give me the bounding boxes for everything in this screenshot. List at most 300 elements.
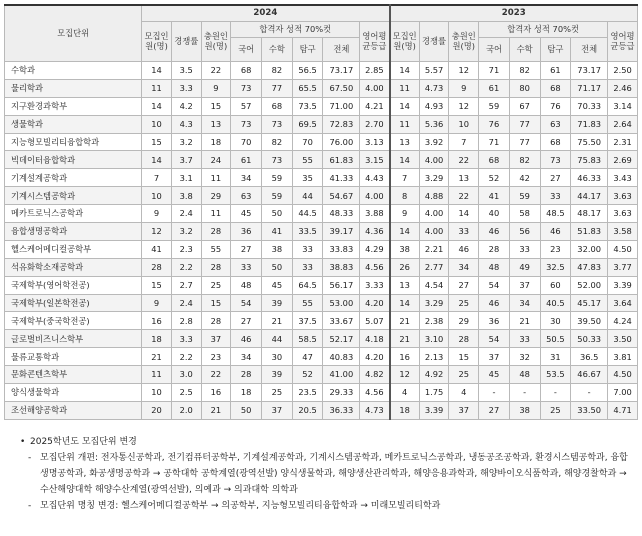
- cell-2024-competition: 3.2: [171, 223, 201, 241]
- note-item-reorganization: [20, 450, 634, 498]
- cell-2024-total: 56.17: [323, 276, 360, 294]
- cell-2023-korean: 76: [479, 115, 510, 133]
- cell-2023-competition: 3.92: [419, 133, 449, 151]
- cell-2023-explore: 25: [540, 401, 571, 419]
- cell-2023-filled: 22: [449, 187, 479, 205]
- cell-2023-competition: 4.92: [419, 366, 449, 384]
- cell-2023-korean: 59: [479, 97, 510, 115]
- cell-2023-explore: 46: [540, 223, 571, 241]
- cell-unit: 석유화학소재공학과: [5, 258, 142, 276]
- cell-2023-explore: 73: [540, 151, 571, 169]
- cell-2024-competition: 2.7: [171, 276, 201, 294]
- cell-2023-total: 48.17: [571, 205, 608, 223]
- table-row: [5, 97, 638, 115]
- table-row: [5, 348, 638, 366]
- cell-2024-korean: 33: [231, 258, 262, 276]
- cell-2024-total: 76.00: [323, 133, 360, 151]
- header-explore-2024: 탐구: [292, 38, 323, 62]
- cell-2023-filled: 34: [449, 258, 479, 276]
- cell-2024-english: 2.70: [360, 115, 390, 133]
- cell-2023-recruit: 13: [390, 133, 420, 151]
- admission-results-table-container: [4, 4, 638, 420]
- cell-2024-total: 33.67: [323, 312, 360, 330]
- cell-2023-korean: 61: [479, 79, 510, 97]
- cell-2023-explore: 63: [540, 115, 571, 133]
- cell-2023-korean: 28: [479, 240, 510, 258]
- cell-2023-filled: 22: [449, 151, 479, 169]
- cell-2024-english: 4.73: [360, 401, 390, 419]
- cell-2024-explore: 23.5: [292, 384, 323, 402]
- cell-2023-korean: 52: [479, 169, 510, 187]
- cell-2024-english: 4.18: [360, 330, 390, 348]
- cell-2024-explore: 44.5: [292, 205, 323, 223]
- cell-2023-competition: 2.13: [419, 348, 449, 366]
- cell-2024-math: 21: [262, 312, 293, 330]
- cell-2023-english: 7.00: [608, 384, 638, 402]
- cell-2023-filled: 27: [449, 276, 479, 294]
- cell-2023-math: 58: [509, 205, 540, 223]
- cell-2023-competition: 2.21: [419, 240, 449, 258]
- cell-2023-explore: 50.5: [540, 330, 571, 348]
- cell-2023-math: 77: [509, 115, 540, 133]
- cell-2024-total: 73.17: [323, 62, 360, 80]
- cell-unit: 글로벌비즈니스학부: [5, 330, 142, 348]
- cell-2024-explore: 56.5: [292, 62, 323, 80]
- cell-2023-math: 49: [509, 258, 540, 276]
- cell-2023-filled: 33: [449, 223, 479, 241]
- cell-2023-explore: 27: [540, 169, 571, 187]
- cell-2023-recruit: 14: [390, 223, 420, 241]
- cell-2023-competition: 3.10: [419, 330, 449, 348]
- cell-2023-explore: 61: [540, 62, 571, 80]
- cell-2024-english: 4.00: [360, 79, 390, 97]
- cell-2023-english: 2.31: [608, 133, 638, 151]
- cell-2024-explore: 20.5: [292, 401, 323, 419]
- table-row: [5, 276, 638, 294]
- cell-2024-filled: 15: [201, 97, 231, 115]
- cell-2023-total: 50.33: [571, 330, 608, 348]
- header-year-2023: 2023: [390, 5, 638, 22]
- cell-2024-math: 45: [262, 276, 293, 294]
- cell-2024-english: 4.82: [360, 366, 390, 384]
- cell-2024-competition: 3.5: [171, 62, 201, 80]
- cell-2023-explore: 76: [540, 97, 571, 115]
- header-total-2024: 전체: [323, 38, 360, 62]
- table-body: [5, 62, 638, 420]
- cell-2024-korean: 57: [231, 97, 262, 115]
- note-heading: [20, 434, 634, 450]
- cell-2024-math: 82: [262, 62, 293, 80]
- cell-2024-total: 54.67: [323, 187, 360, 205]
- header-english-2023: 영어평균등급: [608, 22, 638, 62]
- cell-2024-filled: 21: [201, 401, 231, 419]
- cell-2024-english: 4.20: [360, 294, 390, 312]
- cell-2024-korean: 48: [231, 276, 262, 294]
- cell-2024-total: 29.33: [323, 384, 360, 402]
- cell-2024-korean: 27: [231, 240, 262, 258]
- cell-2024-math: 41: [262, 223, 293, 241]
- cell-unit: 수학과: [5, 62, 142, 80]
- cell-2024-filled: 13: [201, 115, 231, 133]
- cell-2023-filled: 14: [449, 205, 479, 223]
- cell-2023-korean: 46: [479, 294, 510, 312]
- cell-2023-recruit: 21: [390, 330, 420, 348]
- cell-2023-english: 3.63: [608, 205, 638, 223]
- admission-results-table: [4, 4, 638, 420]
- cell-2023-filled: 9: [449, 79, 479, 97]
- cell-2024-competition: 2.3: [171, 240, 201, 258]
- cell-2023-filled: 37: [449, 401, 479, 419]
- cell-unit: 지구환경과학부: [5, 97, 142, 115]
- cell-2024-recruit: 10: [142, 384, 172, 402]
- table-row: [5, 205, 638, 223]
- cell-2024-explore: 70: [292, 133, 323, 151]
- cell-unit: 생물학과: [5, 115, 142, 133]
- cell-2024-competition: 2.4: [171, 294, 201, 312]
- cell-2024-total: 53.00: [323, 294, 360, 312]
- cell-2024-recruit: 12: [142, 223, 172, 241]
- cell-2024-competition: 3.1: [171, 169, 201, 187]
- cell-2023-korean: 45: [479, 366, 510, 384]
- cell-2024-recruit: 11: [142, 366, 172, 384]
- cell-2023-korean: 68: [479, 151, 510, 169]
- cell-2023-korean: -: [479, 384, 510, 402]
- cell-2023-recruit: 14: [390, 97, 420, 115]
- cell-2024-korean: 28: [231, 366, 262, 384]
- cell-2023-competition: 5.57: [419, 62, 449, 80]
- cell-2023-recruit: 13: [390, 276, 420, 294]
- header-unit: 모집단위: [5, 5, 142, 62]
- cell-2024-recruit: 11: [142, 79, 172, 97]
- cell-2024-competition: 2.0: [171, 401, 201, 419]
- cell-2024-english: 4.21: [360, 97, 390, 115]
- cell-2024-korean: 27: [231, 312, 262, 330]
- cell-2023-competition: 4.73: [419, 79, 449, 97]
- cell-2023-math: 77: [509, 133, 540, 151]
- cell-2023-english: 4.71: [608, 401, 638, 419]
- cell-2023-filled: 12: [449, 62, 479, 80]
- cell-2024-filled: 28: [201, 258, 231, 276]
- cell-2023-english: 4.50: [608, 240, 638, 258]
- cell-unit: 조선해양공학과: [5, 401, 142, 419]
- cell-2023-math: 56: [509, 223, 540, 241]
- cell-2023-filled: 28: [449, 330, 479, 348]
- cell-2023-recruit: 11: [390, 79, 420, 97]
- notes-section: [20, 434, 634, 514]
- cell-2024-total: 40.83: [323, 348, 360, 366]
- cell-2023-recruit: 14: [390, 294, 420, 312]
- cell-2024-competition: 4.2: [171, 97, 201, 115]
- cell-2024-filled: 11: [201, 205, 231, 223]
- cell-2024-filled: 25: [201, 276, 231, 294]
- cell-2023-explore: 31: [540, 348, 571, 366]
- cell-2023-competition: 2.38: [419, 312, 449, 330]
- cell-2023-explore: 40.5: [540, 294, 571, 312]
- cell-2024-filled: 9: [201, 79, 231, 97]
- cell-2023-english: 4.24: [608, 312, 638, 330]
- cell-2023-total: 46.33: [571, 169, 608, 187]
- cell-2024-filled: 29: [201, 187, 231, 205]
- cell-2023-recruit: 16: [390, 348, 420, 366]
- cell-2024-total: 41.00: [323, 366, 360, 384]
- cell-2023-competition: 1.75: [419, 384, 449, 402]
- cell-2024-explore: 37.5: [292, 312, 323, 330]
- table-row: [5, 294, 638, 312]
- cell-2023-recruit: 9: [390, 205, 420, 223]
- cell-2023-filled: 25: [449, 294, 479, 312]
- cell-2023-filled: 15: [449, 348, 479, 366]
- cell-2023-korean: 71: [479, 133, 510, 151]
- cell-2023-recruit: 26: [390, 258, 420, 276]
- note-item-text: 모집단위 개편: 전자통신공학과, 전기컴퓨터공학부, 기계설계공학과, 기계시스템공학과, 메카트로닉스공학과, 냉동공조공학과, 환경시스템공학과, 융합생명공학과, 화공생명공학과 → 공학대학 공학계열(광역선발) 양식생물학과, 해양생산관리학과, 해양응용과학과, 해양바이오식품학과, 해양경찰학과 → 수산해양대학 해양수산계열(광역선발), 의예과 → 의과대학 의학과: [40, 453, 628, 495]
- cell-2024-recruit: 16: [142, 312, 172, 330]
- cell-2023-explore: 23: [540, 240, 571, 258]
- cell-2024-korean: 73: [231, 115, 262, 133]
- cell-2023-math: 33: [509, 240, 540, 258]
- cell-2024-english: 4.43: [360, 169, 390, 187]
- cell-2024-explore: 33.5: [292, 223, 323, 241]
- cell-2024-korean: 70: [231, 133, 262, 151]
- table-row: [5, 133, 638, 151]
- cell-2024-math: 59: [262, 187, 293, 205]
- cell-2024-competition: 2.2: [171, 258, 201, 276]
- cell-2023-korean: 71: [479, 62, 510, 80]
- cell-2023-competition: 4.00: [419, 223, 449, 241]
- cell-2023-total: 36.5: [571, 348, 608, 366]
- cell-unit: 헬스케어메디컬공학부: [5, 240, 142, 258]
- cell-2024-recruit: 28: [142, 258, 172, 276]
- cell-2024-competition: 2.2: [171, 348, 201, 366]
- cell-2023-recruit: 11: [390, 115, 420, 133]
- cell-2023-math: 32: [509, 348, 540, 366]
- cell-2024-filled: 28: [201, 223, 231, 241]
- cell-unit: 메카트로닉스공학과: [5, 205, 142, 223]
- cell-2024-explore: 58.5: [292, 330, 323, 348]
- cell-2024-competition: 3.2: [171, 133, 201, 151]
- cell-2024-english: 3.33: [360, 276, 390, 294]
- header-explore-2023: 탐구: [540, 38, 571, 62]
- table-row: [5, 312, 638, 330]
- cell-2024-math: 68: [262, 97, 293, 115]
- cell-2024-explore: 33: [292, 240, 323, 258]
- cell-2023-english: 3.81: [608, 348, 638, 366]
- header-competition-2024: 경쟁률: [171, 22, 201, 62]
- cell-2023-total: 70.33: [571, 97, 608, 115]
- cell-2024-total: 72.83: [323, 115, 360, 133]
- cell-2024-recruit: 9: [142, 294, 172, 312]
- cell-2023-total: 51.83: [571, 223, 608, 241]
- cell-2024-math: 50: [262, 205, 293, 223]
- cell-2024-recruit: 7: [142, 169, 172, 187]
- cell-2024-recruit: 9: [142, 205, 172, 223]
- cell-2023-total: 71.17: [571, 79, 608, 97]
- cell-2023-math: 59: [509, 187, 540, 205]
- table-row: [5, 258, 638, 276]
- cell-2024-recruit: 14: [142, 151, 172, 169]
- cell-2023-math: 82: [509, 151, 540, 169]
- dash-icon: -: [28, 453, 32, 463]
- cell-2023-total: 45.17: [571, 294, 608, 312]
- cell-2023-total: 75.83: [571, 151, 608, 169]
- cell-2024-english: 2.85: [360, 62, 390, 80]
- header-recruit-2024: 모집인원(명): [142, 22, 172, 62]
- cell-2023-competition: 4.88: [419, 187, 449, 205]
- cell-2023-filled: 13: [449, 169, 479, 187]
- cell-2024-explore: 64.5: [292, 276, 323, 294]
- cell-2023-total: 44.17: [571, 187, 608, 205]
- cell-unit: 문화콘텐츠학부: [5, 366, 142, 384]
- cell-2023-korean: 46: [479, 223, 510, 241]
- cell-2024-korean: 18: [231, 384, 262, 402]
- cell-2024-recruit: 21: [142, 348, 172, 366]
- header-english-2024: 영어평균등급: [360, 22, 390, 62]
- cell-2024-english: 4.29: [360, 240, 390, 258]
- cell-2023-filled: 7: [449, 133, 479, 151]
- cell-2023-filled: 29: [449, 312, 479, 330]
- cell-2023-explore: 68: [540, 133, 571, 151]
- cell-2024-competition: 4.3: [171, 115, 201, 133]
- cell-2023-math: 38: [509, 401, 540, 419]
- table-row: [5, 384, 638, 402]
- dash-icon: -: [28, 501, 32, 511]
- cell-2023-filled: 12: [449, 97, 479, 115]
- cell-2023-english: 2.50: [608, 62, 638, 80]
- cell-2024-math: 39: [262, 294, 293, 312]
- cell-2023-english: 3.43: [608, 169, 638, 187]
- cell-2023-explore: 32.5: [540, 258, 571, 276]
- cell-2024-competition: 3.0: [171, 366, 201, 384]
- cell-2023-math: 82: [509, 62, 540, 80]
- cell-2023-math: -: [509, 384, 540, 402]
- cell-2023-total: 32.00: [571, 240, 608, 258]
- cell-2023-explore: 33: [540, 187, 571, 205]
- cell-2024-total: 36.33: [323, 401, 360, 419]
- table-row: [5, 223, 638, 241]
- table-row: [5, 115, 638, 133]
- cell-2024-competition: 2.8: [171, 312, 201, 330]
- cell-2023-competition: 4.54: [419, 276, 449, 294]
- cell-2024-filled: 16: [201, 384, 231, 402]
- table-row: [5, 187, 638, 205]
- header-filled-2023: 충원인원(명): [449, 22, 479, 62]
- cell-2023-filled: 10: [449, 115, 479, 133]
- cell-2024-recruit: 10: [142, 115, 172, 133]
- header-competition-2023: 경쟁률: [419, 22, 449, 62]
- cell-2024-explore: 47: [292, 348, 323, 366]
- cell-2024-korean: 73: [231, 79, 262, 97]
- cell-2023-korean: 54: [479, 276, 510, 294]
- cell-2024-filled: 22: [201, 366, 231, 384]
- cell-2023-total: -: [571, 384, 608, 402]
- cell-2024-filled: 22: [201, 62, 231, 80]
- cell-2024-filled: 23: [201, 348, 231, 366]
- cell-2023-math: 37: [509, 276, 540, 294]
- cell-2023-total: 52.00: [571, 276, 608, 294]
- cell-2023-math: 42: [509, 169, 540, 187]
- cell-2024-math: 37: [262, 401, 293, 419]
- cell-2023-competition: 3.39: [419, 401, 449, 419]
- table-row: [5, 401, 638, 419]
- cell-2024-english: 4.00: [360, 187, 390, 205]
- table-row: [5, 169, 638, 187]
- cell-2024-english: 4.36: [360, 223, 390, 241]
- cell-2024-math: 25: [262, 384, 293, 402]
- cell-2023-korean: 40: [479, 205, 510, 223]
- header-total-2023: 전체: [571, 38, 608, 62]
- cell-2024-recruit: 18: [142, 330, 172, 348]
- cell-2024-korean: 34: [231, 169, 262, 187]
- cell-2024-korean: 36: [231, 223, 262, 241]
- cell-2023-explore: 48.5: [540, 205, 571, 223]
- cell-2023-korean: 36: [479, 312, 510, 330]
- cell-2023-recruit: 18: [390, 401, 420, 419]
- header-recruit-2023: 모집인원(명): [390, 22, 420, 62]
- cell-2023-math: 80: [509, 79, 540, 97]
- cell-2024-filled: 28: [201, 312, 231, 330]
- cell-2024-recruit: 20: [142, 401, 172, 419]
- cell-2023-recruit: 4: [390, 384, 420, 402]
- cell-2024-math: 39: [262, 366, 293, 384]
- cell-2023-recruit: 12: [390, 366, 420, 384]
- cell-unit: 지능형모빌리티융합학과: [5, 133, 142, 151]
- cell-2023-competition: 3.29: [419, 294, 449, 312]
- cell-2024-math: 44: [262, 330, 293, 348]
- cell-2023-explore: 53.5: [540, 366, 571, 384]
- cell-2023-total: 39.50: [571, 312, 608, 330]
- header-filled-2024: 충원인원(명): [201, 22, 231, 62]
- cell-2023-english: 3.64: [608, 294, 638, 312]
- cell-2023-total: 47.83: [571, 258, 608, 276]
- cell-2024-competition: 2.4: [171, 205, 201, 223]
- cell-2024-recruit: 10: [142, 187, 172, 205]
- cell-2024-filled: 11: [201, 169, 231, 187]
- cell-2023-total: 73.17: [571, 62, 608, 80]
- cell-2023-total: 71.83: [571, 115, 608, 133]
- cell-2023-recruit: 14: [390, 62, 420, 80]
- cell-unit: 물류교통학과: [5, 348, 142, 366]
- header-korean-2023: 국어: [479, 38, 510, 62]
- cell-2024-explore: 55: [292, 294, 323, 312]
- cell-2024-english: 3.15: [360, 151, 390, 169]
- cell-2023-competition: 2.77: [419, 258, 449, 276]
- cell-2024-explore: 69.5: [292, 115, 323, 133]
- cell-2023-competition: 4.93: [419, 97, 449, 115]
- cell-2024-recruit: 14: [142, 62, 172, 80]
- cell-2024-korean: 34: [231, 348, 262, 366]
- cell-2024-filled: 37: [201, 330, 231, 348]
- table-row: [5, 62, 638, 80]
- header-cutoff-2024: 합격자 성적 70%컷: [231, 22, 360, 38]
- cell-2023-korean: 54: [479, 330, 510, 348]
- cell-2024-english: 4.56: [360, 384, 390, 402]
- cell-2023-korean: 37: [479, 348, 510, 366]
- table-row: [5, 366, 638, 384]
- cell-unit: 기계설계공학과: [5, 169, 142, 187]
- cell-2024-recruit: 41: [142, 240, 172, 258]
- table-row: [5, 79, 638, 97]
- cell-2024-explore: 65.5: [292, 79, 323, 97]
- cell-2024-explore: 52: [292, 366, 323, 384]
- cell-2023-filled: 46: [449, 240, 479, 258]
- cell-2023-total: 46.67: [571, 366, 608, 384]
- cell-unit: 국제학부(중국학전공): [5, 312, 142, 330]
- cell-2023-filled: 4: [449, 384, 479, 402]
- cell-2023-english: 3.39: [608, 276, 638, 294]
- cell-2023-math: 48: [509, 366, 540, 384]
- cell-2024-competition: 2.5: [171, 384, 201, 402]
- header-year-2024: 2024: [142, 5, 390, 22]
- cell-2023-english: 3.50: [608, 330, 638, 348]
